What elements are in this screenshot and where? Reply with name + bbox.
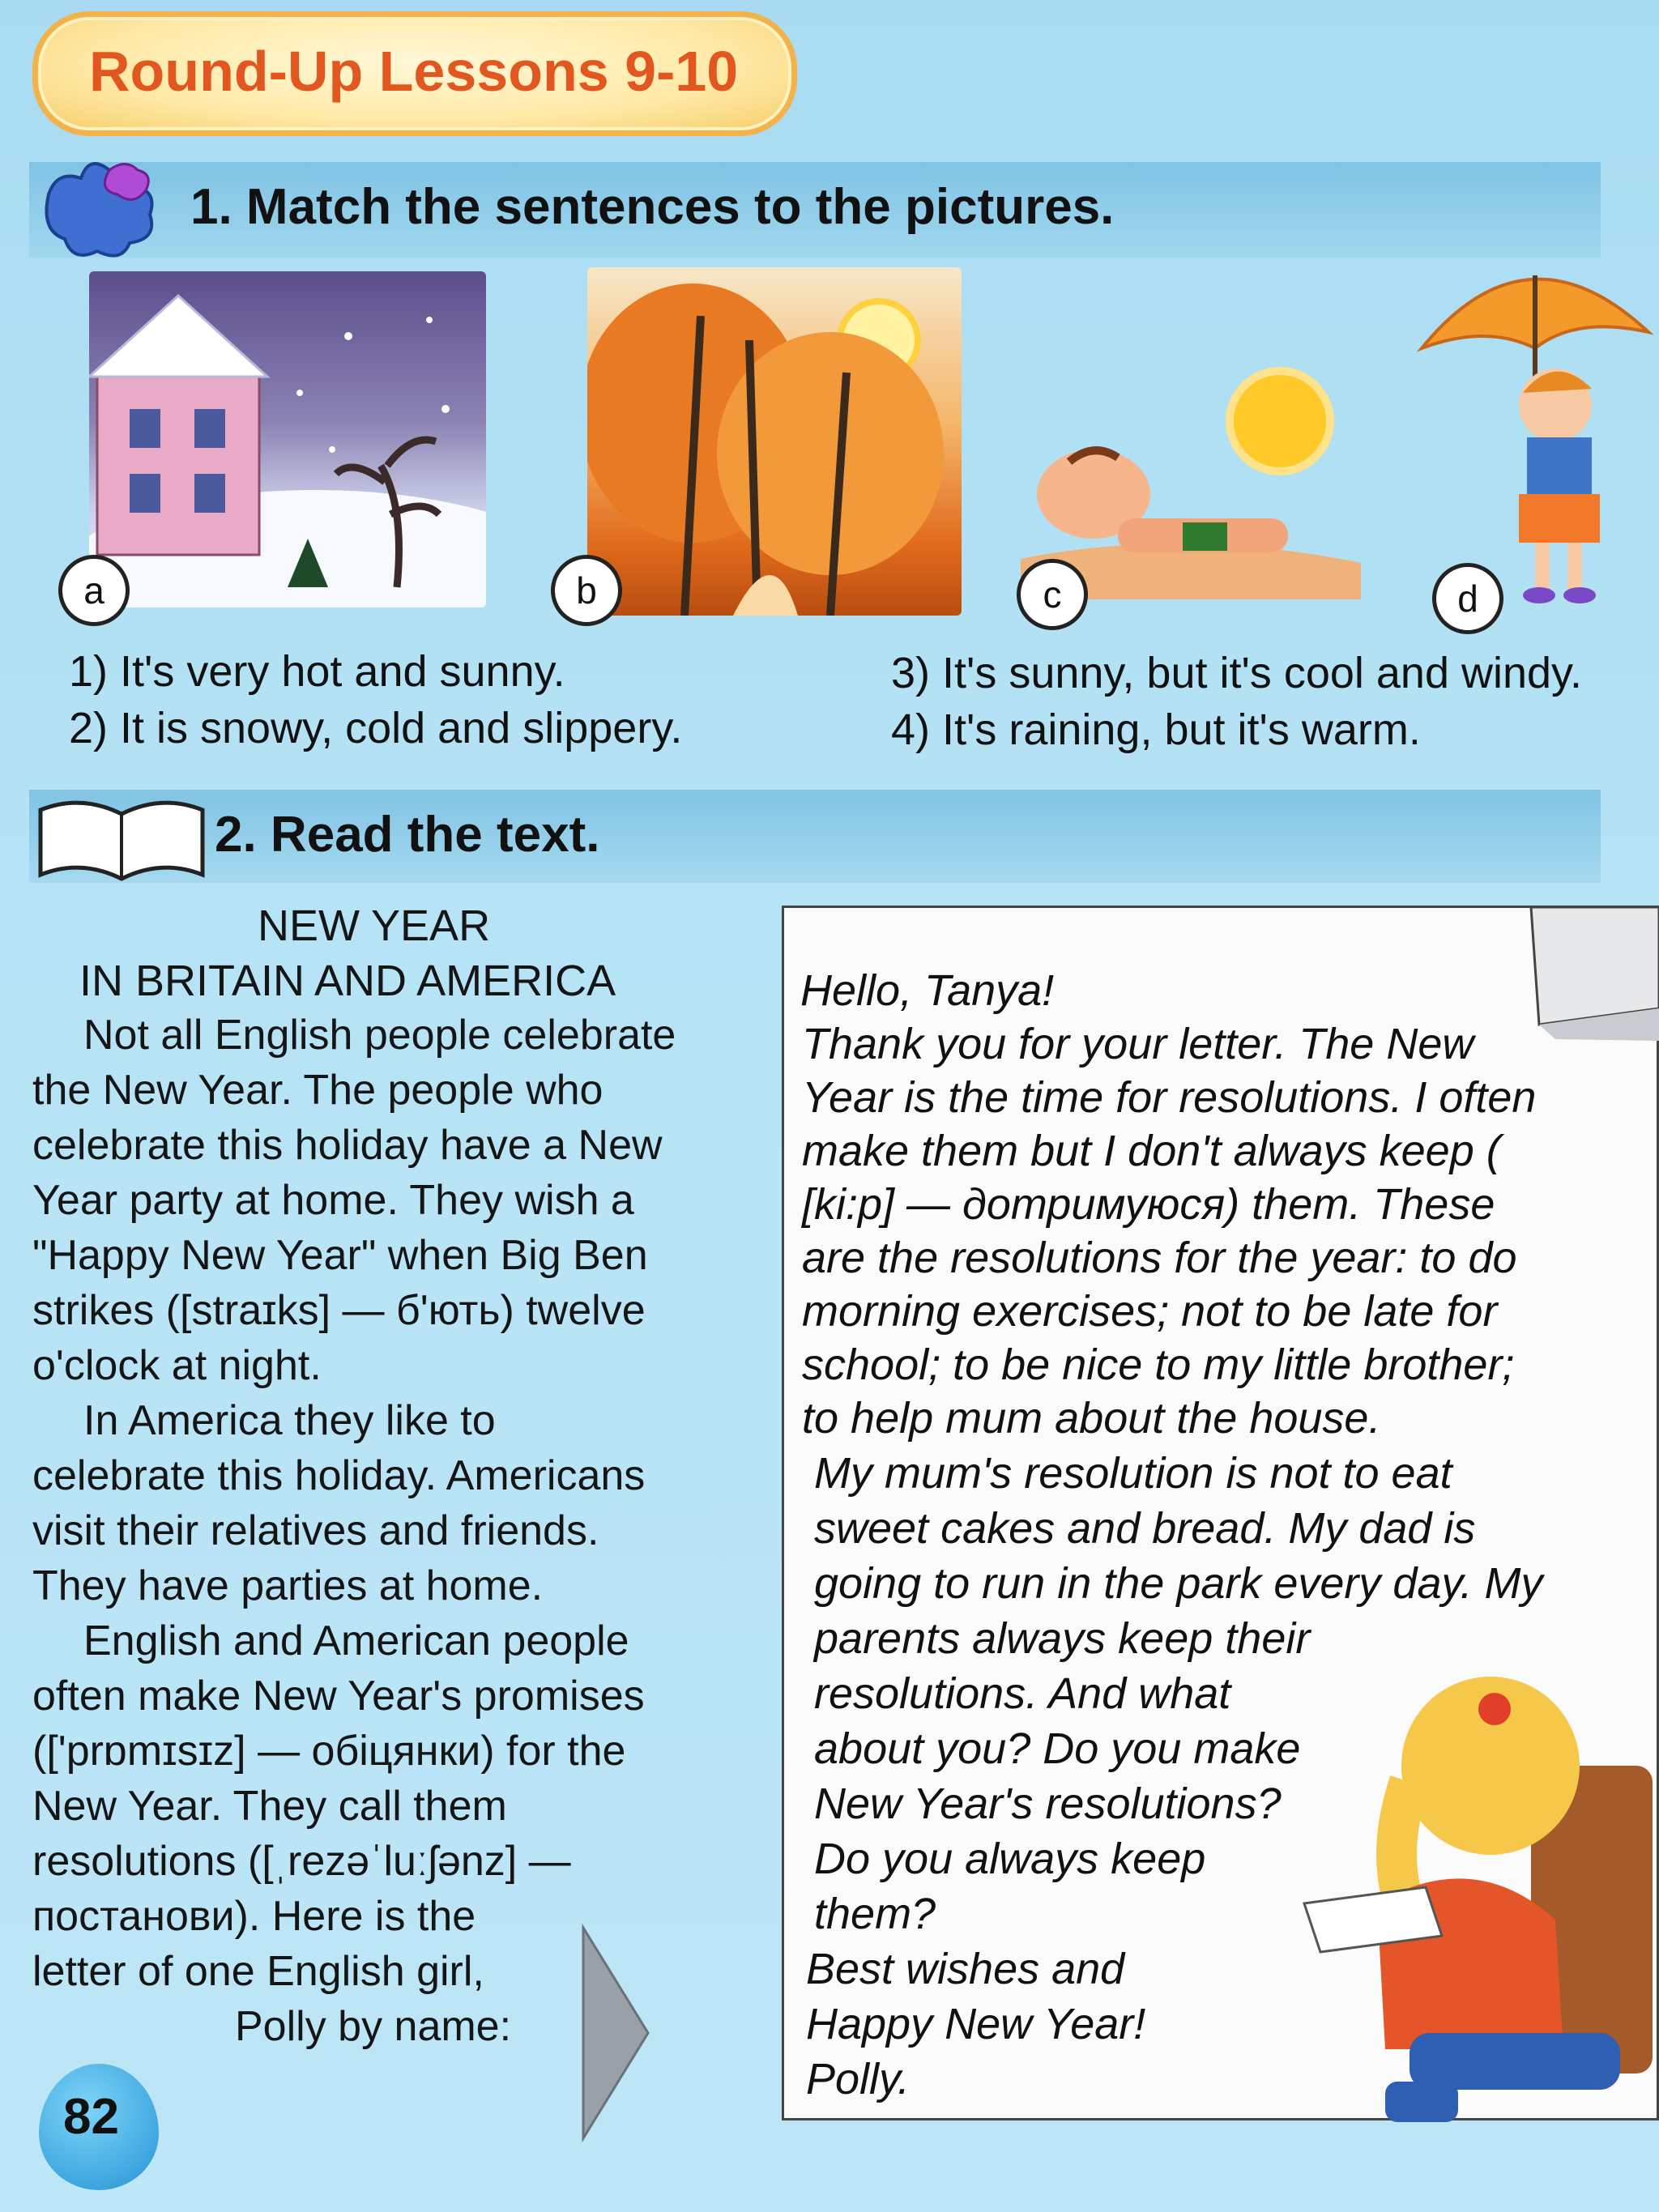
- letter-line: them?: [814, 1890, 936, 1938]
- article-line: o'clock at night.: [32, 1342, 322, 1389]
- letter-line: Thank you for your letter. The New: [802, 1020, 1474, 1068]
- letter-line: My mum's resolution is not to eat: [814, 1449, 1452, 1498]
- picture-a-snowy-house: [89, 271, 486, 607]
- picture-d-girl-with-umbrella: [1414, 227, 1659, 607]
- letter-line: Do you always keep: [814, 1835, 1206, 1883]
- picture-b-autumn-forest: [587, 267, 962, 616]
- letter-line: about you? Do you make: [814, 1724, 1301, 1773]
- section2-heading: 2. Read the text.: [215, 807, 600, 863]
- letter-line: Happy New Year!: [806, 2000, 1146, 2048]
- lesson-title: Round-Up Lessons 9-10: [89, 40, 739, 103]
- pointer-arrow-icon: [579, 1924, 652, 2142]
- article-line: New Year. They call them: [32, 1783, 507, 1830]
- article-line: постанови). Here is the: [32, 1893, 476, 1940]
- letter-line: Best wishes and: [806, 1945, 1125, 1993]
- letter-line: parents always keep their: [814, 1614, 1311, 1663]
- puzzle-icon: [32, 146, 178, 259]
- letter-line: Polly.: [806, 2055, 911, 2103]
- letter-line: morning exercises; not to be late for: [802, 1287, 1498, 1336]
- letter-line: to help mum about the house.: [802, 1394, 1381, 1443]
- open-book-icon: [32, 786, 211, 891]
- letter-line: Hello, Tanya!: [800, 966, 1055, 1015]
- article-line: Not all English people celebrate: [83, 1012, 676, 1059]
- article-line: They have parties at home.: [32, 1562, 544, 1609]
- article-title-line-2: IN BRITAIN AND AMERICA: [79, 957, 616, 1005]
- letter-line: going to run in the park every day. My: [814, 1559, 1543, 1608]
- folded-corner-icon: [1523, 895, 1659, 1041]
- article-line: strikes ([straɪks] — б'ють) twelve: [32, 1287, 646, 1334]
- letter-line: sweet cakes and bread. My dad is: [814, 1504, 1476, 1553]
- page-number: 82: [63, 2089, 119, 2145]
- article-line: celebrate this holiday have a New: [32, 1122, 663, 1169]
- article-line: Polly by name:: [235, 2003, 512, 2050]
- letter-line: resolutions. And what: [814, 1669, 1231, 1718]
- article-line: (['prɒmɪsɪz] — обіцянки) for the: [32, 1728, 626, 1775]
- picture-label-a: a: [58, 555, 130, 626]
- letter-line: school; to be nice to my little brother;: [802, 1340, 1515, 1389]
- letter-line: New Year's resolutions?: [814, 1779, 1282, 1828]
- article-line: visit their relatives and friends.: [32, 1507, 599, 1554]
- sentence-1: 1) It's very hot and sunny.: [69, 647, 565, 696]
- article-line: the New Year. The people who: [32, 1067, 603, 1114]
- sentence-3: 3) It's sunny, but it's cool and windy.: [891, 649, 1583, 697]
- section1-heading: 1. Match the sentences to the pictures.: [190, 179, 1115, 235]
- letter-line: make them but I don't always keep (: [802, 1127, 1501, 1175]
- article-line: Year party at home. They wish a: [32, 1177, 634, 1224]
- article-line: celebrate this holiday. Americans: [32, 1452, 646, 1499]
- article-title-line-1: NEW YEAR: [258, 901, 491, 950]
- article-line: "Happy New Year" when Big Ben: [32, 1232, 648, 1279]
- sentence-4: 4) It's raining, but it's warm.: [891, 705, 1421, 754]
- article-line: English and American people: [83, 1617, 629, 1664]
- girl-writing-illustration: [1288, 1644, 1659, 2130]
- picture-c-boy-sunbathing: [1021, 356, 1361, 599]
- picture-label-d: d: [1432, 563, 1503, 634]
- letter-line: Year is the time for resolutions. I often: [802, 1073, 1537, 1122]
- picture-label-b: b: [551, 555, 622, 626]
- letter-line: [ki:p] — дотримуюся) them. These: [802, 1180, 1495, 1229]
- article-line: resolutions ([ˌrezəˈluːʃənz] —: [32, 1838, 571, 1885]
- article-line: In America they like to: [83, 1397, 496, 1444]
- article-line: letter of one English girl,: [32, 1948, 484, 1995]
- sentence-2: 2) It is snowy, cold and slippery.: [69, 704, 683, 752]
- article-line: often make New Year's promises: [32, 1673, 645, 1720]
- picture-label-c: c: [1017, 559, 1088, 630]
- letter-line: are the resolutions for the year: to do: [802, 1234, 1517, 1282]
